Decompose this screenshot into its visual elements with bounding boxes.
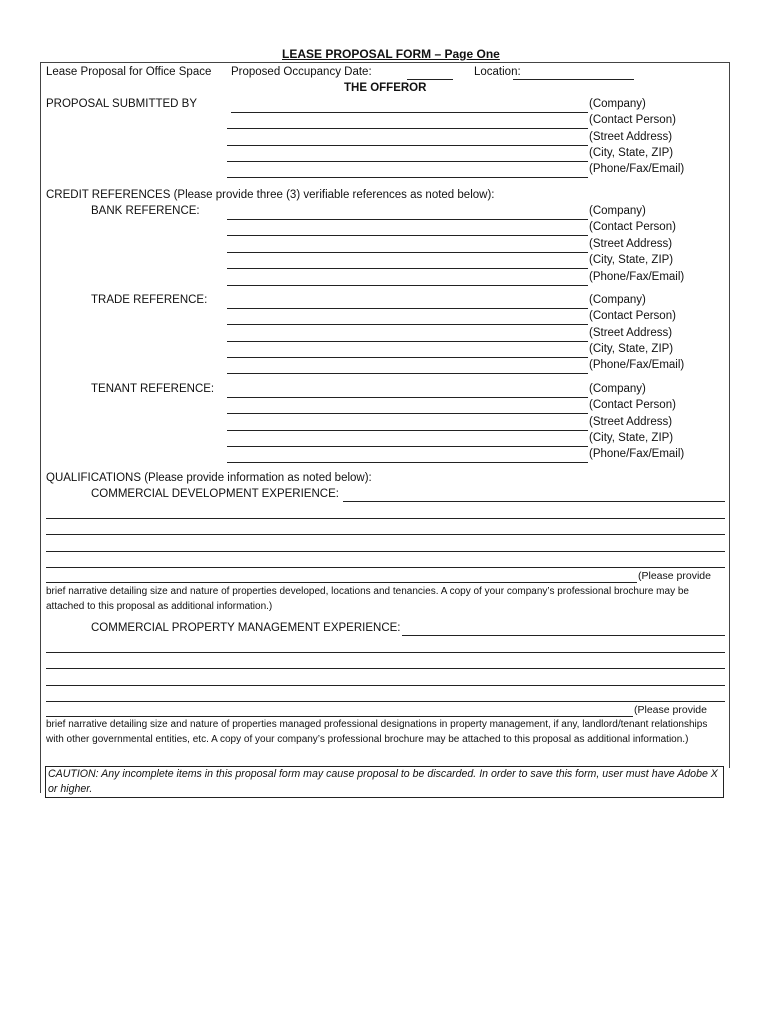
caution-notice: CAUTION: Any incomplete items in this proposal form may cause proposal to be discarded. In order to save this form, user must have Adobe X or higher. xyxy=(45,766,724,798)
form-title: LEASE PROPOSAL FORM – Page One xyxy=(282,47,500,61)
development-field-line[interactable] xyxy=(46,567,725,568)
development-note: brief narrative detailing size and nature of properties developed, locations and tenancies. A copy of your company’s professional brochure may be attached to this proposal as additional information.) xyxy=(46,586,689,612)
management-note-tail: (Please provide xyxy=(634,704,707,716)
development-field-line[interactable] xyxy=(46,534,725,535)
tenant-reference-label: TENANT REFERENCE: xyxy=(91,383,215,395)
tenant-contact-field[interactable] xyxy=(227,413,588,414)
bank-company-field[interactable] xyxy=(227,219,588,220)
trade-contact-field[interactable] xyxy=(227,324,588,325)
tenant-phone-field[interactable] xyxy=(227,462,588,463)
lease-for-label: Lease Proposal for Office Space xyxy=(46,66,212,78)
field-label: (Phone/Fax/Email) xyxy=(589,163,685,175)
offeror-street-field[interactable] xyxy=(227,145,588,146)
tenant-street-field[interactable] xyxy=(227,430,588,431)
trade-company-field[interactable] xyxy=(227,308,588,309)
development-experience-label: COMMERCIAL DEVELOPMENT EXPERIENCE: xyxy=(91,488,339,500)
development-field-line[interactable] xyxy=(46,551,725,552)
field-label: (Company) xyxy=(589,205,646,217)
location-field[interactable] xyxy=(513,79,634,80)
form-frame-right-edge xyxy=(729,62,730,768)
development-field-line[interactable] xyxy=(343,501,725,502)
field-label: (Phone/Fax/Email) xyxy=(589,448,685,460)
credit-references-heading: CREDIT REFERENCES (Please provide three (3) verifiable references as noted below): xyxy=(46,189,495,201)
field-label: (City, State, ZIP) xyxy=(589,147,674,159)
tenant-city-field[interactable] xyxy=(227,446,588,447)
tenant-company-field[interactable] xyxy=(227,397,588,398)
qualifications-heading: QUALIFICATIONS (Please provide information as noted below): xyxy=(46,472,372,484)
occupancy-date-field[interactable] xyxy=(407,79,453,80)
offeror-city-field[interactable] xyxy=(227,161,588,162)
field-label: (Contact Person) xyxy=(589,114,676,126)
field-label: (Contact Person) xyxy=(589,399,676,411)
bank-phone-field[interactable] xyxy=(227,285,588,286)
bank-contact-field[interactable] xyxy=(227,235,588,236)
development-field-line[interactable] xyxy=(46,582,637,583)
development-field-line[interactable] xyxy=(46,518,725,519)
management-field-line[interactable] xyxy=(46,701,725,702)
management-field-line[interactable] xyxy=(46,652,725,653)
trade-city-field[interactable] xyxy=(227,357,588,358)
proposal-submitted-label: PROPOSAL SUBMITTED BY xyxy=(46,98,198,110)
location-label: Location: xyxy=(474,66,521,78)
field-label: (Contact Person) xyxy=(589,221,676,233)
field-label: (Street Address) xyxy=(589,327,673,339)
offeror-contact-field[interactable] xyxy=(227,128,588,129)
field-label: (Street Address) xyxy=(589,131,673,143)
field-label: (Street Address) xyxy=(589,238,673,250)
trade-phone-field[interactable] xyxy=(227,373,588,374)
trade-street-field[interactable] xyxy=(227,341,588,342)
offeror-company-field[interactable] xyxy=(231,112,588,113)
field-label: (City, State, ZIP) xyxy=(589,432,674,444)
field-label: (Street Address) xyxy=(589,416,673,428)
offeror-phone-field[interactable] xyxy=(227,177,588,178)
field-label: (City, State, ZIP) xyxy=(589,254,674,266)
occupancy-date-label: Proposed Occupancy Date: xyxy=(231,66,372,78)
offeror-heading: THE OFFEROR xyxy=(344,82,427,94)
management-field-line[interactable] xyxy=(46,668,725,669)
bank-city-field[interactable] xyxy=(227,268,588,269)
field-label: (Company) xyxy=(589,383,646,395)
field-label: (Company) xyxy=(589,294,646,306)
field-label: (Company) xyxy=(589,98,646,110)
development-note-tail: (Please provide xyxy=(638,570,711,582)
management-field-line[interactable] xyxy=(46,685,725,686)
bank-reference-label: BANK REFERENCE: xyxy=(91,205,200,217)
field-label: (Phone/Fax/Email) xyxy=(589,271,685,283)
management-note: brief narrative detailing size and nature of properties managed professional designations in property management, if any, landlord/tenant relationships with other governmental entities, etc. A copy of your company’s professional brochure may be attached to this proposal as additional information.) xyxy=(46,719,708,745)
bank-street-field[interactable] xyxy=(227,252,588,253)
trade-reference-label: TRADE REFERENCE: xyxy=(91,294,208,306)
field-label: (Contact Person) xyxy=(589,310,676,322)
field-label: (City, State, ZIP) xyxy=(589,343,674,355)
management-field-line[interactable] xyxy=(46,716,633,717)
management-experience-label: COMMERCIAL PROPERTY MANAGEMENT EXPERIENCE: xyxy=(91,622,401,634)
field-label: (Phone/Fax/Email) xyxy=(589,359,685,371)
management-field-line[interactable] xyxy=(402,635,725,636)
